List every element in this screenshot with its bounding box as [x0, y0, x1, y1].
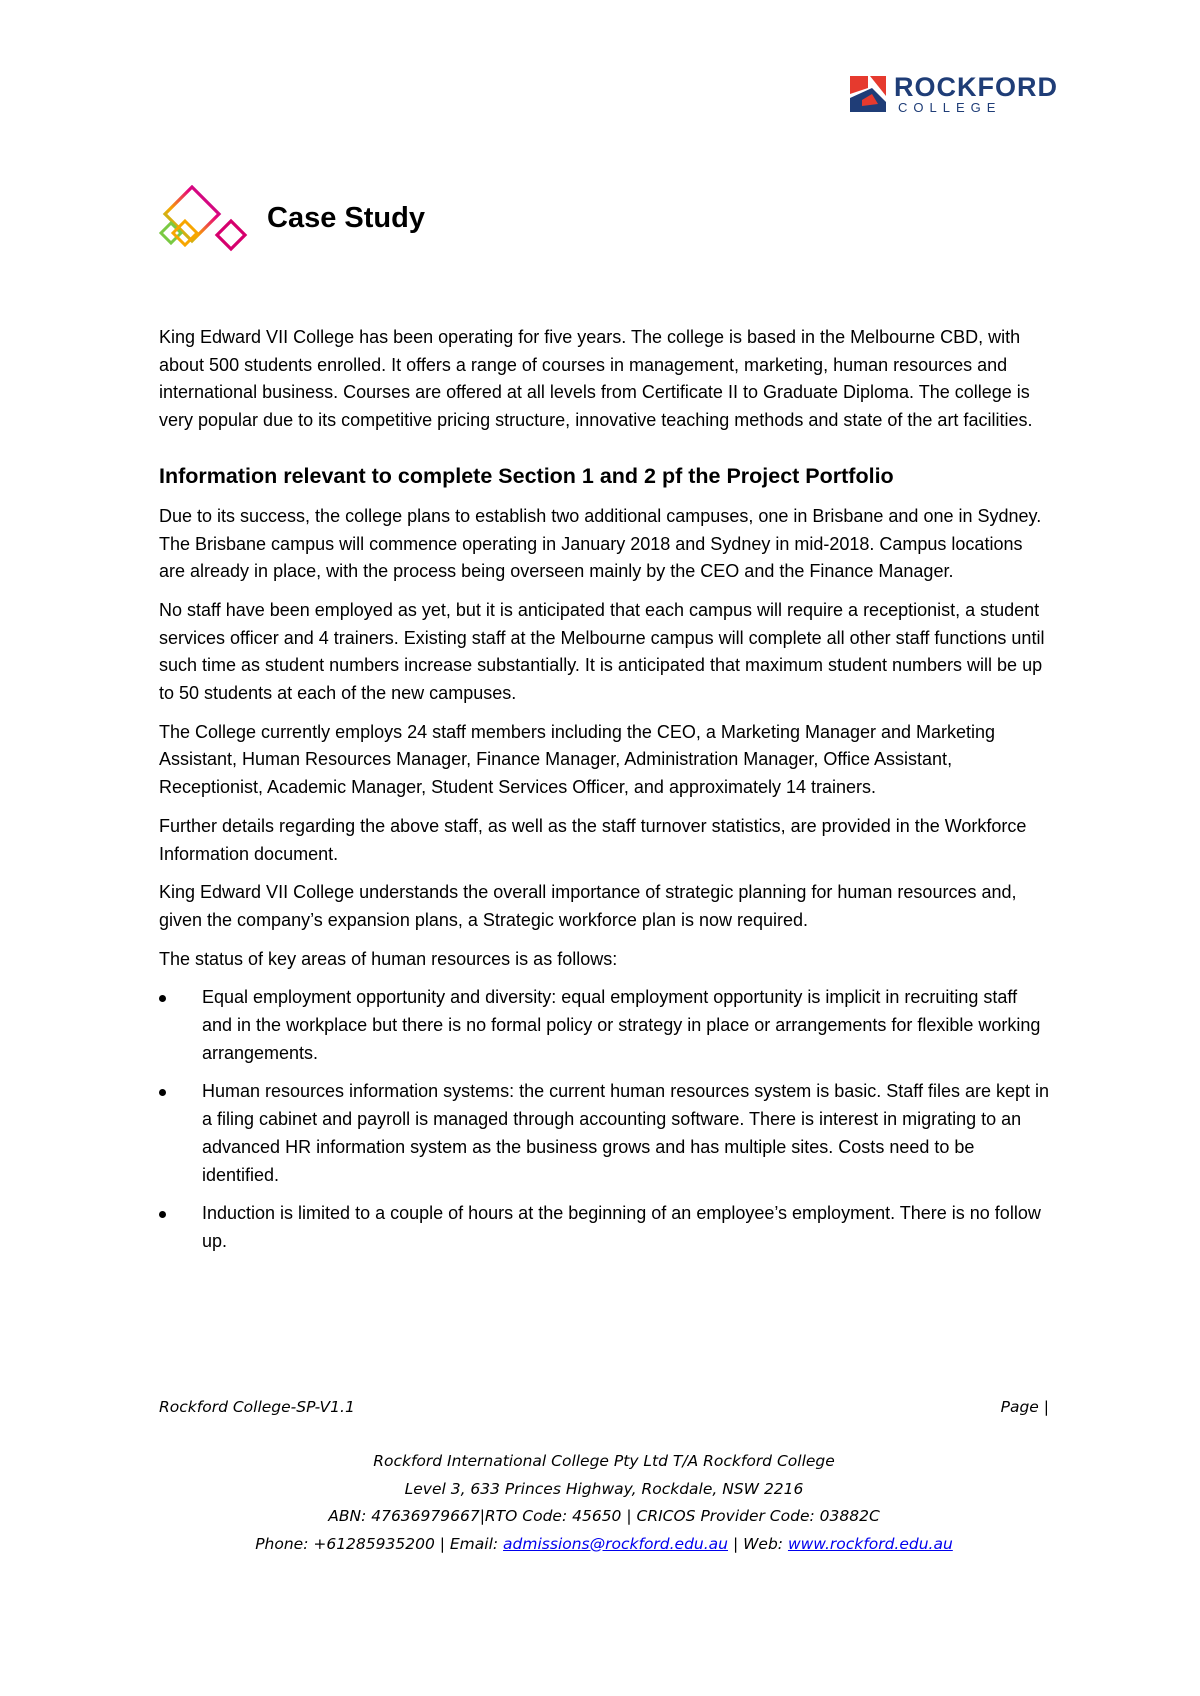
street-address: Level 3, 633 Princes Highway, Rockdale, NSW 2216 — [404, 1479, 804, 1498]
contact-line — [159, 1531, 1049, 1559]
document-code: Rockford College-SP-V1.1 — [159, 1398, 355, 1416]
company-name: Rockford International College Pty Ltd T/A Rockford College — [373, 1452, 835, 1470]
rockford-logo-mark-icon — [848, 74, 888, 114]
paragraph: The College currently employs 24 staff members including the CEO, a Marketing Manager and Marketing Assistant, Human Resources Manager, Finance Manager, Administration Manager, Office Assistant, Receptionist, Academic Manager, Student Services Officer, and approximately 14 trainers. — [159, 721, 996, 798]
bullet-dot-icon — [159, 1089, 166, 1096]
paragraph: King Edward VII College understands the overall importance of strategic planning for human resources and, given the company’s expansion plans, a Strategic workforce plan is now required. — [159, 882, 1017, 930]
bullet-text: Equal employment opportunity and diversity: equal employment opportunity is implicit in recruiting staff and in the workplace but there is no formal policy or strategy in place or arrangements for flexible working arrangements. — [202, 987, 1041, 1063]
bullet-list — [159, 984, 1049, 1255]
case-study-diamond-icon — [157, 185, 257, 257]
paragraph: Further details regarding the above staff, as well as the staff turnover statistics, are provided in the Workforce Information document. — [159, 815, 1027, 864]
paragraph: The status of key areas of human resources is as follows: — [159, 948, 618, 969]
bullet-dot-icon — [159, 995, 166, 1002]
bullet-dot-icon — [159, 1211, 166, 1218]
bullet-text: Induction is limited to a couple of hours at the beginning of an employee’s employment. There is no follow up. — [202, 1203, 1041, 1251]
company-address-block — [159, 1448, 1049, 1558]
intro-paragraph: King Edward VII College has been operating for five years. The college is based in the Melbourne CBD, with about 500 students enrolled. It offers a range of courses in management, marketing, human resources and international business. Courses are offered at all levels from Certificate II to Graduate Diploma. The college is very popular due to its competitive pricing structure, innovative teaching methods and state of the art facilities. — [159, 327, 1033, 431]
page-number-label: Page | — [1000, 1398, 1049, 1416]
paragraph: No staff have been employed as yet, but it is anticipated that each campus will require a receptionist, a student services officer and 4 trainers. Existing staff at the Melbourne campus will complete all other staff functions until such time as student numbers increase substantially. It is anticipated that maximum student numbers will be up to 50 students at each of the new campuses. — [159, 599, 1045, 704]
bullet-item — [159, 1200, 1049, 1255]
phone-text: Phone: +61285935200 | Email: — [255, 1534, 504, 1553]
bullet-text: Human resources information systems: the current human resources system is basic. Staff files are kept in a filing cabinet and payroll is managed through accounting software. There is interest in migrating to an advanced HR information system as the business grows and has multiple sites. Costs need to be identified. — [202, 1081, 1050, 1185]
bullet-item — [159, 984, 1049, 1067]
website-link[interactable]: www.rockford.edu.au — [787, 1534, 953, 1553]
logo-name-line1: ROCKFORD — [894, 72, 1058, 102]
logo-name-line2: COLLEGE — [898, 100, 1002, 115]
rockford-college-logo — [848, 72, 1058, 118]
page-footer-row — [159, 1398, 1049, 1424]
page-title: Case Study — [267, 202, 425, 234]
registration-codes: ABN: 47636979667|RTO Code: 45650 | CRICOS Provider Code: 03882C — [328, 1507, 880, 1525]
web-prefix-text: | Web: — [728, 1534, 788, 1553]
paragraph: Due to its success, the college plans to establish two additional campuses, one in Brisbane and one in Sydney. The Brisbane campus will commence operating in January 2018 and Sydney in mid-2018. Campus locations are already in place, with the process being overseen mainly by the CEO and the Finance Manager. — [159, 505, 1042, 582]
bullet-item — [159, 1078, 1049, 1189]
section-heading: Information relevant to complete Section 1 and 2 pf the Project Portfolio — [159, 463, 894, 488]
email-link[interactable]: admissions@rockford.edu.au — [503, 1534, 729, 1553]
document-body — [159, 324, 1049, 1267]
